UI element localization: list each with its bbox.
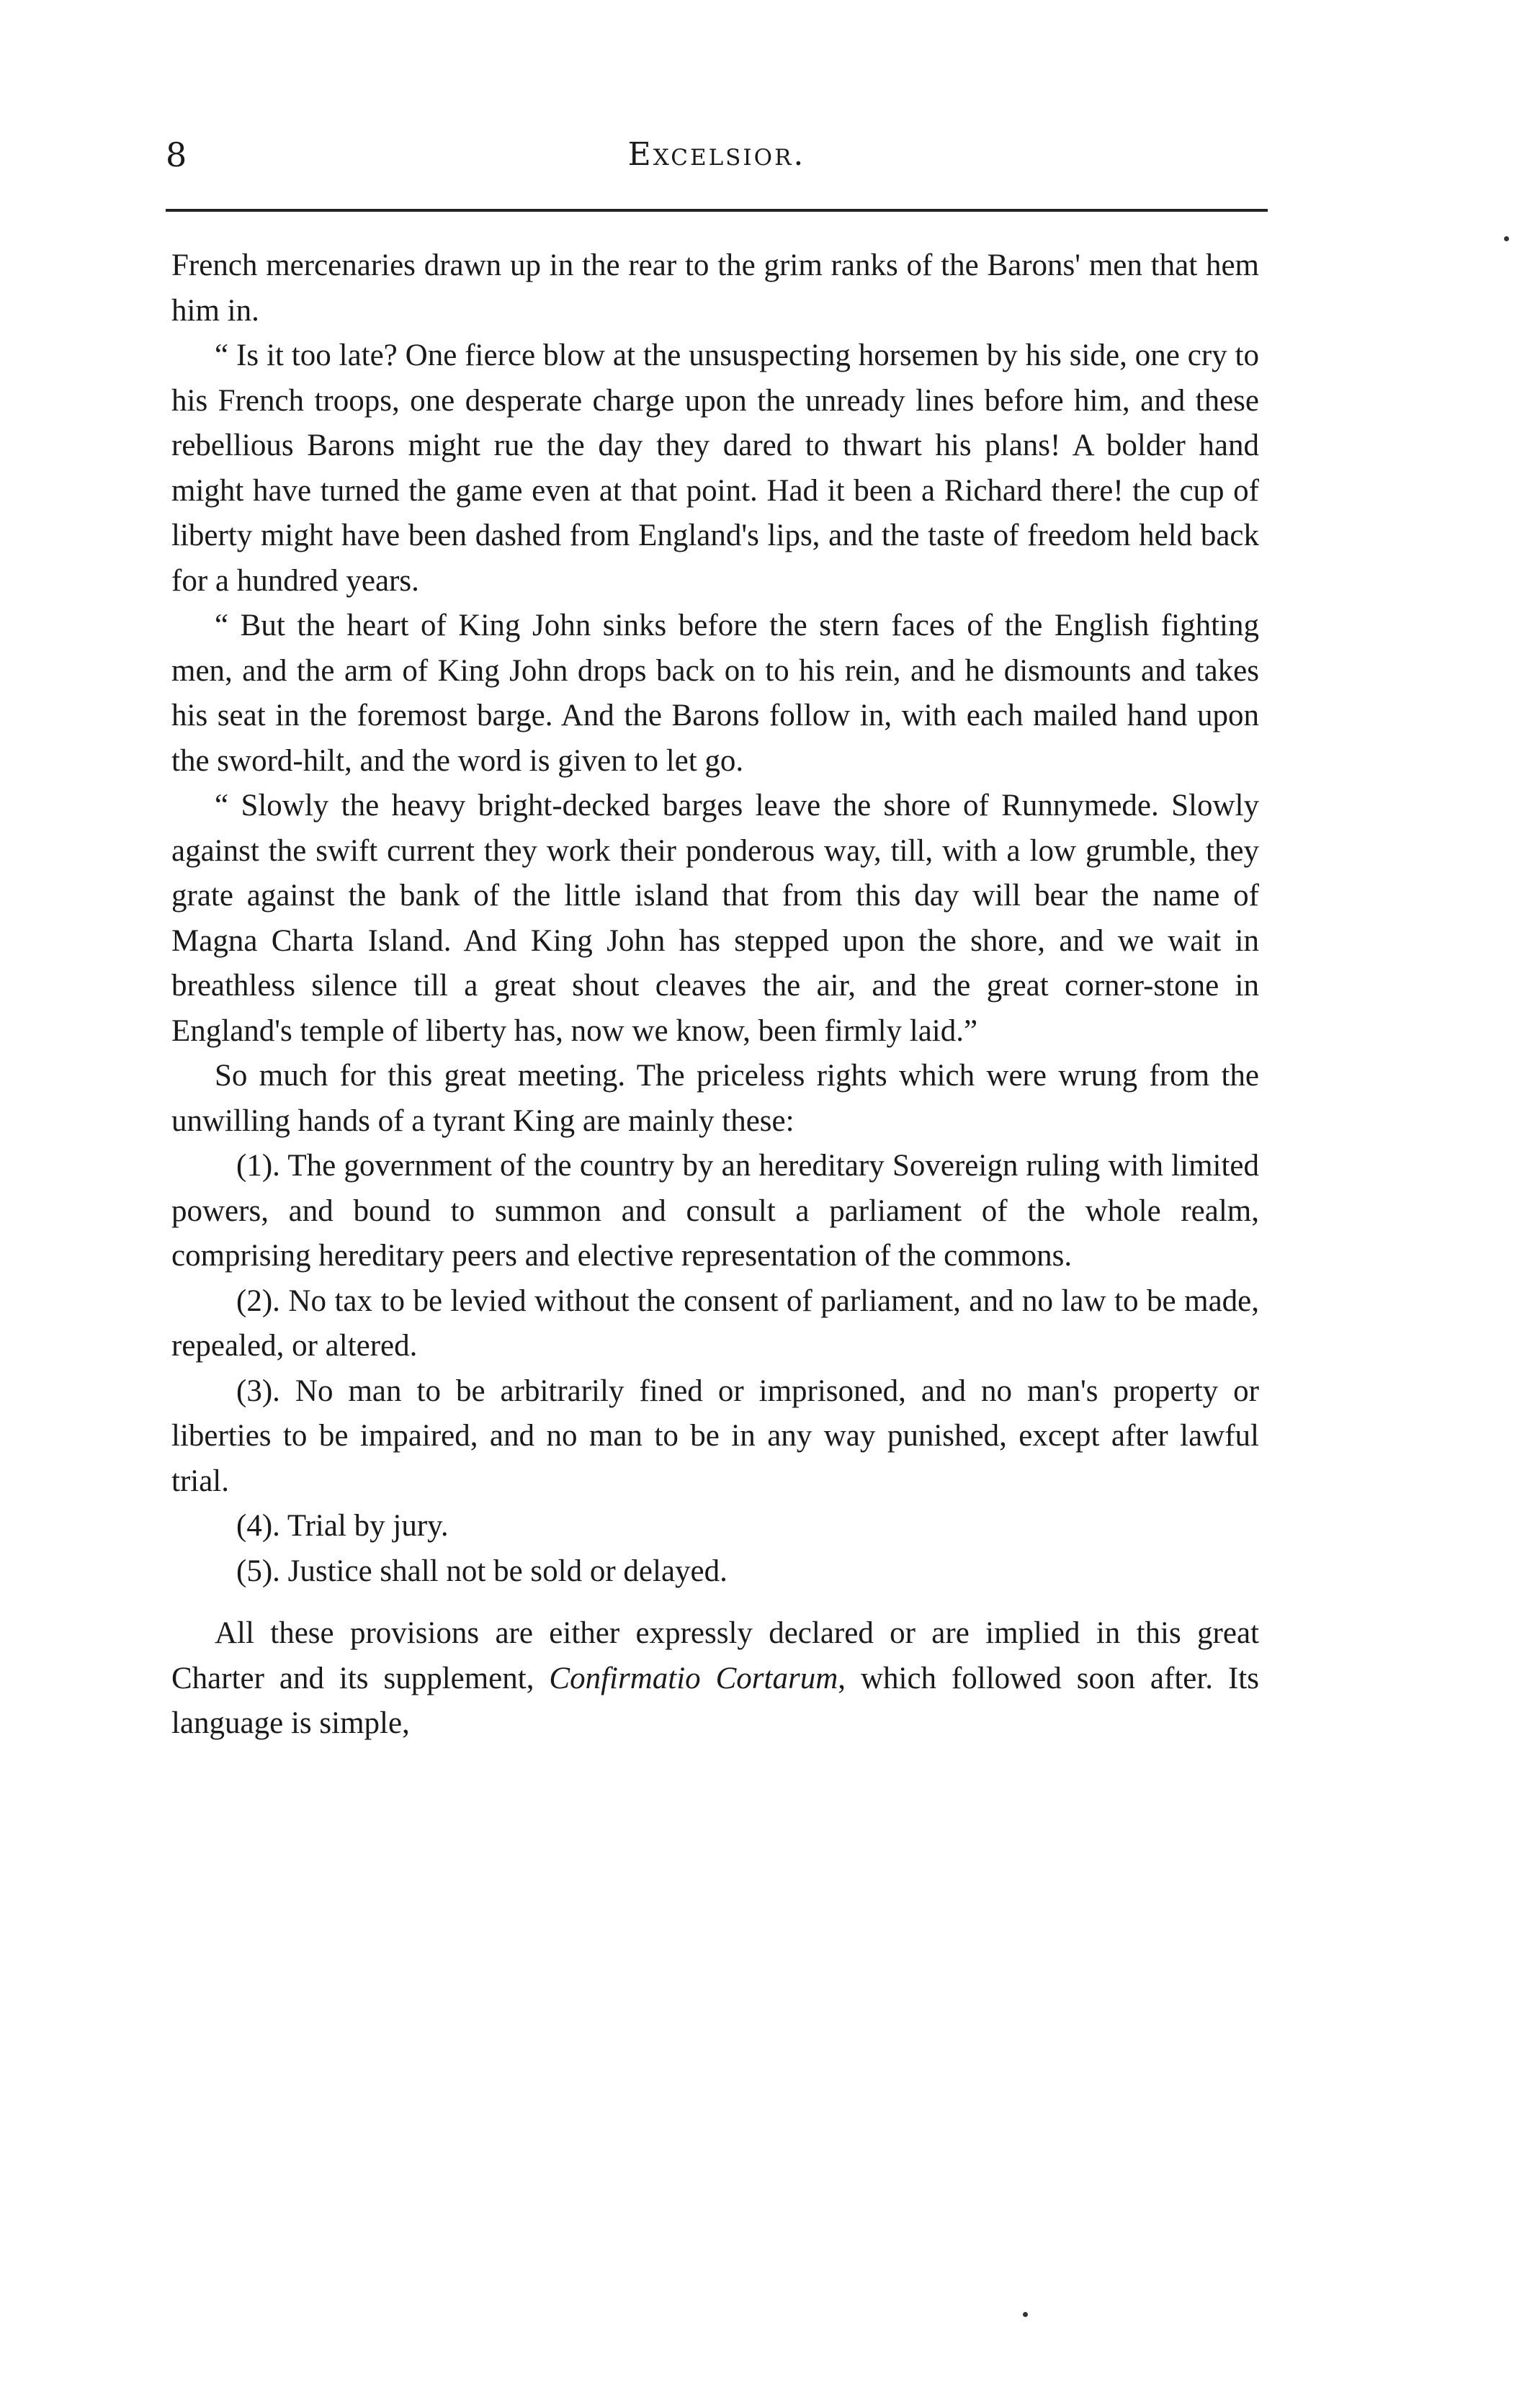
- running-title: Excelsior.: [627, 136, 806, 173]
- paragraph-continued: French mercenaries drawn up in the rear to the grim ranks of the Barons' men that hem him in.: [171, 248, 1259, 328]
- latin-title: Confirmatio Cortarum: [549, 1661, 838, 1695]
- paragraph: “ But the heart of King John sinks before the stern faces of the English fighting men, and the arm of King John drops back on to his rein, and he dismounts and takes his seat in the foremost barge. And the Barons follow in, with each mailed hand upon the sword-hilt, and the word is given to let go.: [171, 609, 1259, 778]
- paragraph: So much for this great meeting. The priceless rights which were wrung from the unwilling hands of a tyrant King are mainly these:: [171, 1059, 1259, 1138]
- page-number: 8: [166, 135, 187, 174]
- paragraph: “ Slowly the heavy bright-decked barges leave the shore of Runnymede. Slowly against the swift current they work their ponderous way, till, with a low grumble, they grate against the bank of the little island that from this day will bear the name of Magna Charta Island. And King John has stepped upon the shore, and we wait in breathless silence till a great shout cleaves the air, and the great corner-stone in England's temple of liberty has, now we know, been firmly laid.”: [171, 789, 1259, 1048]
- final-paragraph-text: All these provisions are either expressly declared or are implied in this great Charter and its supplement,: [171, 1616, 1259, 1695]
- paragraph: “ Is it too late? One fierce blow at the unsuspecting horsemen by his side, one cry to his French troops, one desperate charge upon the unready lines before him, and these rebellious Barons might rue the day they dared to thwart his plans! A bolder hand might have turned the game even at that point. Had it been a Richard there! the cup of liberty might have been dashed from England's lips, and the taste of freedom held back for a hundred years.: [171, 339, 1259, 598]
- list-item-3: (3). No man to be arbitrarily fined or imprisoned, and no man's property or liberties to be impaired, and no man to be in any way punished, except after lawful trial.: [171, 1374, 1259, 1498]
- list-item-2: (2). No tax to be levied without the consent of parliament, and no law to be made, repealed, or altered.: [171, 1283, 1259, 1363]
- final-paragraph: [171, 1611, 1259, 1747]
- list-item-4: (4). Trial by jury.: [236, 1509, 449, 1543]
- final-paragraph-tail: , which followed soon after. Its language is simple,: [171, 1661, 1259, 1740]
- list-item-1: (1). The government of the country by an hereditary Sovereign ruling with limited powers, and bound to summon and consult a parliament of the whole realm, comprising hereditary peers and elective representation of the commons.: [171, 1149, 1259, 1273]
- header-rule: [166, 209, 1268, 212]
- ink-speck: [1023, 2312, 1028, 2317]
- list-item-5: (5). Justice shall not be sold or delayed.: [236, 1554, 728, 1588]
- page-header: [166, 130, 1268, 180]
- body-text: [171, 243, 1259, 1747]
- ink-speck: [1504, 236, 1509, 241]
